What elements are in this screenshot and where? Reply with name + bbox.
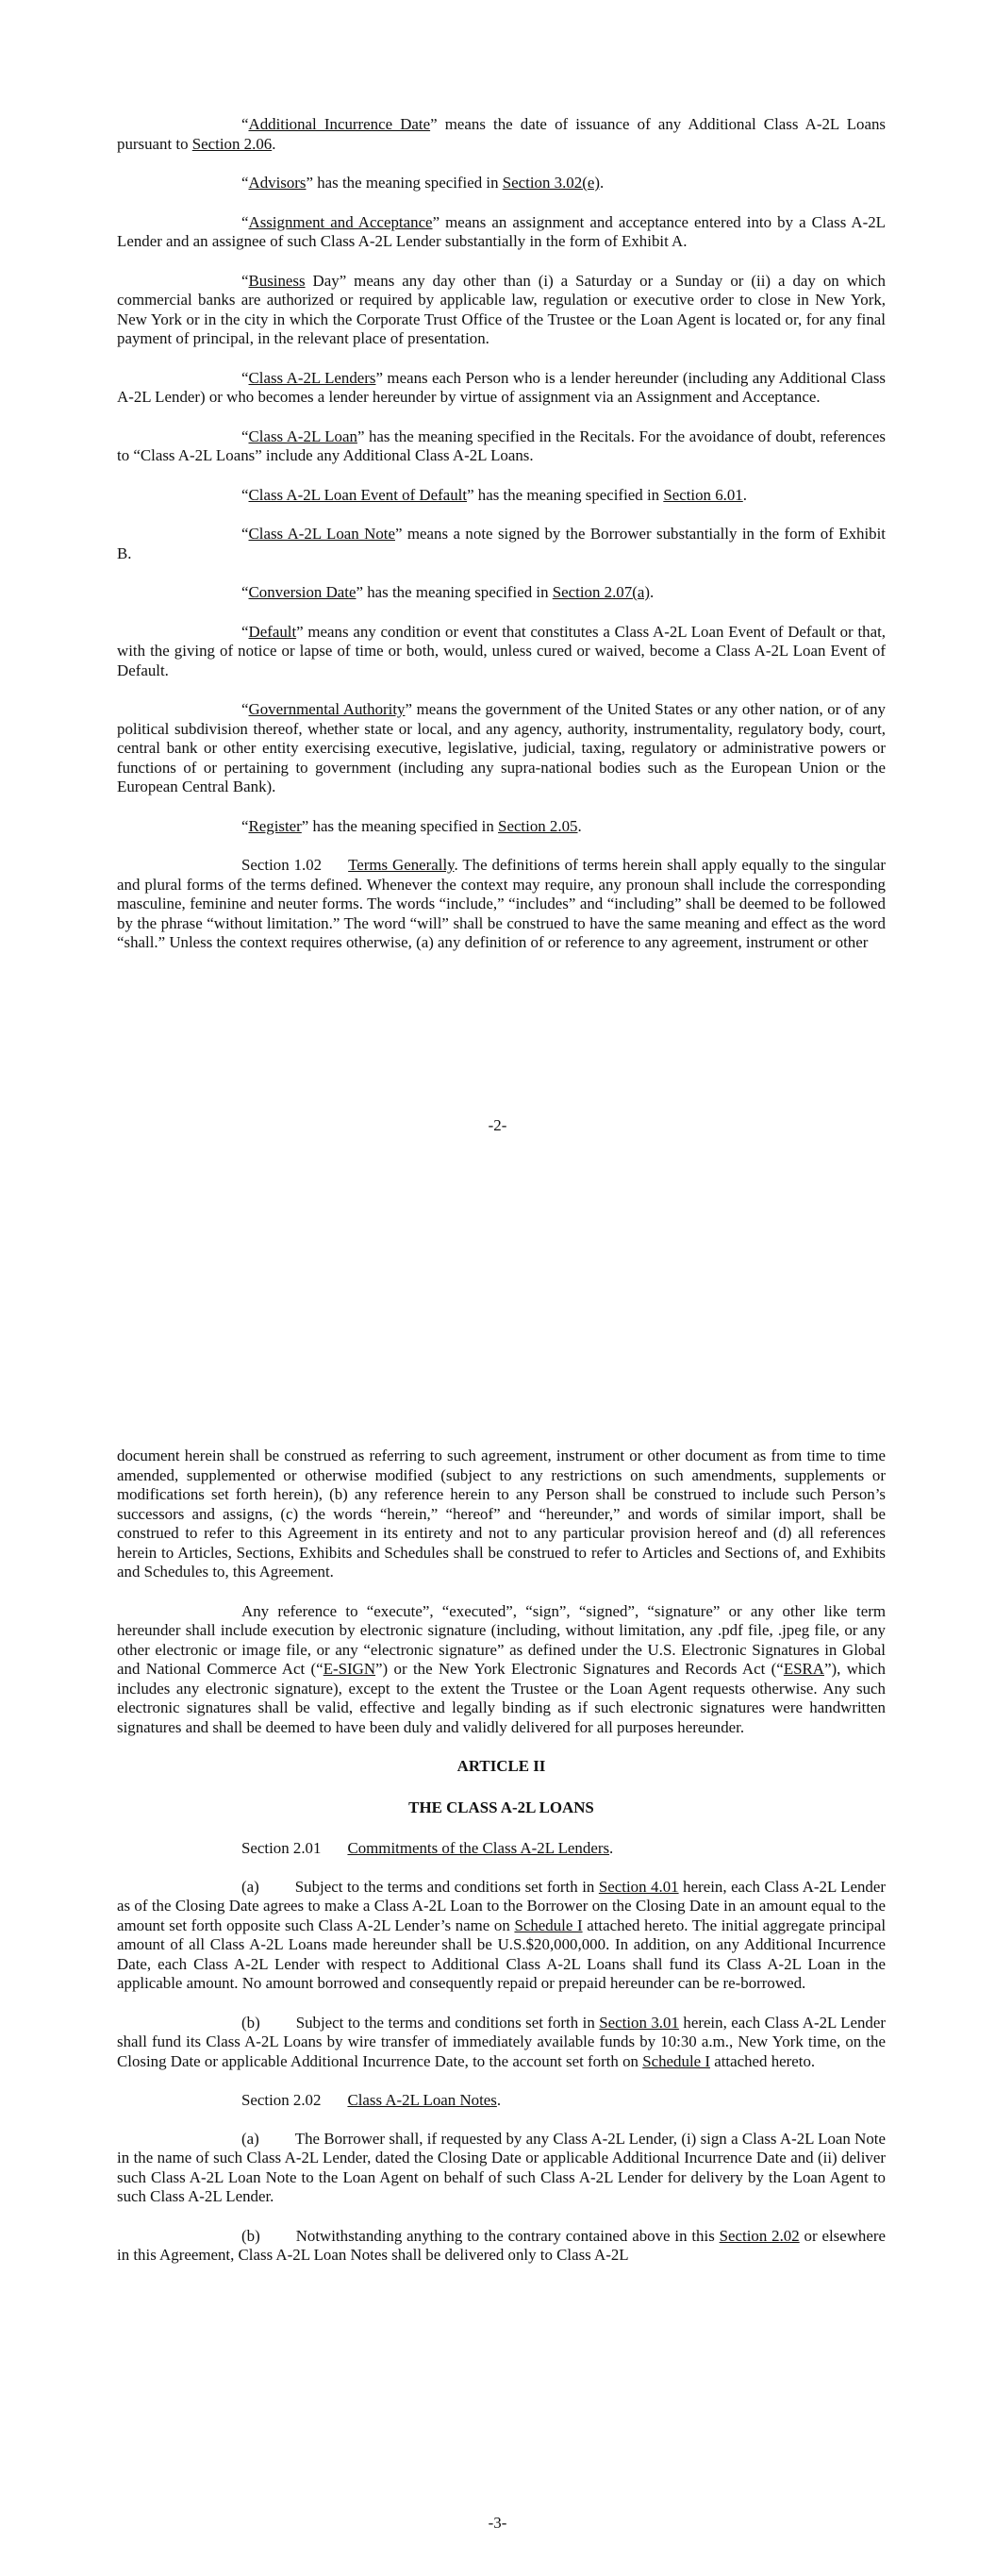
clause-label: (a) (241, 2129, 259, 2148)
quote: “ (241, 583, 249, 601)
clause-text: Subject to the terms and conditions set forth in (294, 1877, 599, 1896)
definition-class-a-2l-loan-note (117, 525, 886, 563)
clause-text: or elsewhere in this Agreement, Class A-2L Loan Notes shall be delivered only to Class A-2L (117, 2226, 886, 2264)
defined-term: ESRA (783, 1660, 824, 1678)
section-number: Section 2.01 (241, 1839, 322, 1857)
punctuation: . (742, 485, 747, 504)
clause-text: herein, each Class A-2L Lender shall fund its Class A-2L Loans by wire transfer of immediately available funds by 10:30 a.m., New York time, on the Closing Date or applicable Additional Incurrence Date, to the account set forth on (117, 2013, 886, 2070)
section-2-02-a (117, 2130, 886, 2207)
section-2-02-heading (117, 2091, 886, 2111)
definition-loan-event-of-default (117, 486, 886, 506)
defined-term: Class A-2L Loan Note (248, 525, 395, 543)
defined-term: Conversion Date (248, 583, 357, 601)
definition-conversion-date (117, 583, 886, 603)
article-title: THE CLASS A-2L LOANS (408, 1798, 594, 1816)
defined-term: Governmental Authority (248, 700, 406, 718)
punctuation: . (599, 174, 605, 192)
quote: “ (241, 622, 249, 641)
section-reference: Section 3.02(e) (502, 174, 600, 192)
section-1-02-terms-generally (117, 856, 886, 953)
quote: “ (241, 115, 249, 133)
page-number: -2- (488, 1116, 507, 1134)
defined-term: Additional Incurrence Date (248, 115, 431, 133)
section-title: Commitments of the Class A-2L Lenders (347, 1839, 610, 1857)
defined-term: Business (248, 271, 306, 290)
paragraph-text: ”) or the New York Electronic Signatures and Records Act (“ (375, 1660, 784, 1678)
defined-term: Assignment and Acceptance (248, 212, 433, 231)
quote: “ (241, 368, 249, 387)
quote: “ (241, 525, 249, 543)
definition-assignment-and-acceptance (117, 213, 886, 252)
page-number: -3- (488, 2514, 507, 2532)
definition-additional-incurrence-date (117, 115, 886, 154)
definition-advisors (117, 174, 886, 193)
punctuation: . (577, 816, 582, 835)
section-reference: Section 2.02 (719, 2226, 800, 2245)
definition-business-day (117, 272, 886, 349)
section-2-02-b (117, 2227, 886, 2266)
definition-text: ” has the meaning specified in (467, 485, 664, 504)
definition-text: ” means the government of the United States or any other nation, or of any political subdivision thereof, whether state or local, and any agency, authority, instrumentality, regulatory body, court, central bank or other entity exercising executive, legislative, judicial, taxing, regulatory or administrative powers or functions of or pertaining to government (including any supra-national bodies such as the European Union or the European Central Bank). (117, 700, 886, 795)
quote: “ (241, 700, 249, 718)
punctuation: . (649, 583, 655, 601)
clause-text: herein, each Class A-2L Lender as of the Closing Date agrees to make a Class A-2L Loan to the Borrower on the Closing Date in an amount equal to the amount set forth opposite such Class A-2L Lender’s name on (117, 1877, 887, 1934)
section-2-01-b (117, 2014, 886, 2072)
section-number: Section 1.02 (241, 856, 323, 874)
definition-register (117, 817, 886, 837)
article-heading: ARTICLE II (456, 1757, 546, 1775)
clause-text: The Borrower shall, if requested by any Class A-2L Lender, (i) sign a Class A-2L Loan Note in the name of such Class A-2L Lender, dated the Closing Date or applicable Additional Incurrence Date and (ii) deliver such Class A-2L Loan Note to the Loan Agent on behalf of such Class A-2L Lender for delivery by the Loan Agent to such Class A-2L Lender. (117, 2129, 886, 2205)
paragraph-text: Any reference to “execute”, “executed”, “sign”, “signed”, “signature” or any other like term hereunder shall include execution by electronic signature (including, without limitation, any .pdf file, .jpeg file, or any other electronic or image file, or any “electronic signature” as defined under the U.S. Electronic Signatures in Global and National Commerce Act (“ (117, 1601, 886, 1678)
section-reference: Section 2.06 (191, 134, 273, 153)
section-number: Section 2.02 (241, 2091, 322, 2109)
definition-governmental-authority (117, 700, 886, 797)
definition-text: ” means an assignment and acceptance entered into by a Class A-2L Lender and an assignee of such Class A-2L Lender substantially in the form of Exhibit A. (117, 212, 886, 250)
defined-term-plain: Day (305, 271, 340, 290)
defined-term: Register (248, 816, 302, 835)
section-reference: Section 2.05 (498, 816, 578, 835)
quote: “ (241, 427, 249, 445)
document-page-2 (117, 115, 886, 953)
clause-text: Subject to the terms and conditions set forth in (295, 2013, 600, 2032)
definition-class-a-2l-lenders (117, 369, 886, 408)
definition-text: ” has the meaning specified in (301, 816, 499, 835)
section-2-01-heading (117, 1839, 886, 1859)
section-title: Terms Generally (348, 856, 455, 874)
definition-default (117, 623, 886, 681)
quote: “ (241, 174, 249, 192)
defined-term: E-SIGN (323, 1660, 376, 1678)
defined-term: Default (248, 622, 297, 641)
section-text: . The definitions of terms herein shall apply equally to the singular and plural forms of the terms defined. Whenever the context may require, any pronoun shall include the corresponding masculine, feminine and neuter forms. The words “include,” “includes” and “including” shall be deemed to be followed by the phrase “without limitation.” The word “will” shall be construed to have the same meaning and effect as the word “shall.” Unless the context requires otherwise, (a) any definition of or reference to any agreement, instrument or other (117, 856, 887, 951)
punctuation: . (496, 2091, 502, 2109)
section-reference: Section 3.01 (599, 2013, 679, 2032)
definition-text: ” means a note signed by the Borrower substantially in the form of Exhibit B. (117, 525, 887, 562)
defined-term: Class A-2L Loan Event of Default (248, 485, 468, 504)
quote: “ (241, 212, 249, 231)
section-reference: Section 6.01 (663, 485, 743, 504)
document-page-3 (117, 1447, 886, 2266)
quote: “ (241, 485, 249, 504)
electronic-signature-paragraph (117, 1602, 886, 1738)
clause-label: (a) (241, 1877, 259, 1896)
punctuation: . (609, 1839, 614, 1857)
definition-class-a-2l-loan (117, 427, 886, 466)
clause-label: (b) (241, 2226, 260, 2245)
definition-text: ” has the meaning specified in (356, 583, 553, 601)
paragraph-text: ”), which includes any electronic signature), except to the extent the Trustee or the Loan Agent requests otherwise. Any such electronic signatures shall be valid, effective and legally binding as if such electronic signatures were handwritten signatures and shall be deemed to have been duly and validly delivered for all purposes hereunder. (117, 1660, 886, 1736)
clause-text: Notwithstanding anything to the contrary contained above in this (295, 2226, 720, 2245)
clause-text: attached hereto. (709, 2051, 816, 2070)
clause-text: attached hereto. The initial aggregate principal amount of all Class A-2L Loans made hereunder shall be U.S.$20,000,000. In addition, on any Additional Incurrence Date, each Class A-2L Lender with respect to Additional Class A-2L Loans shall fund its Class A-2L Loan in the applicable amount. No amount borrowed and consequently repaid or prepaid hereunder can be re-borrowed. (117, 1915, 887, 1992)
definition-text: ” means each Person who is a lender hereunder (including any Additional Class A-2L Lender) or who becomes a lender hereunder by virtue of assignment via an Assignment and Acceptance. (117, 368, 886, 406)
section-reference: Section 4.01 (598, 1877, 679, 1896)
definition-text: ” has the meaning specified in the Recitals. For the avoidance of doubt, references to “Class A-2L Loans” include any Additional Class A-2L Loans. (117, 427, 886, 464)
definition-text: ” means any day other than (i) a Saturday or a Sunday or (ii) a day on which commercial banks are authorized or required by applicable law, regulation or executive order to close in New York, New York or in the city in which the Corporate Trust Office of the Trustee or the Loan Agent is located or, for any final payment of principal, in the relevant place of presentation. (117, 271, 886, 347)
quote: “ (241, 271, 249, 290)
definition-text: ” means any condition or event that constitutes a Class A-2L Loan Event of Default or that, with the giving of notice or lapse of time or both, would, unless cured or waived, become a Class A-2L Loan Event of Default. (117, 622, 886, 679)
definition-text: ” has the meaning specified in (306, 174, 503, 192)
clause-label: (b) (241, 2013, 260, 2032)
schedule-reference: Schedule I (642, 2051, 710, 2070)
defined-term: Class A-2L Lenders (248, 368, 376, 387)
definition-text: ” means the date of issuance of any Additional Class A-2L Loans pursuant to (117, 115, 886, 153)
section-reference: Section 2.07(a) (552, 583, 650, 601)
defined-term: Class A-2L Loan (248, 427, 357, 445)
quote: “ (241, 816, 249, 835)
terms-generally-continued: document herein shall be construed as referring to such agreement, instrument or other document as from time to time amended, supplemented or otherwise modified (subject to any restrictions on such amendments, supplements or modifications set forth herein), (b) any reference herein to any Person shall be construed to include such Person’s successors and assigns, (c) the words “herein,” “hereof” and “hereunder,” and words of similar import, shall be construed to refer to this Agreement in its entirety and not to any particular provision hereof and (d) all references herein to Articles, Sections, Exhibits and Schedules shall be construed to refer to Articles and Sections of, and Exhibits and Schedules to, this Agreement. (117, 1447, 886, 1581)
schedule-reference: Schedule I (514, 1915, 583, 1934)
punctuation: . (272, 134, 276, 153)
defined-term: Advisors (248, 174, 307, 192)
section-title: Class A-2L Loan Notes (347, 2091, 497, 2109)
section-2-01-a (117, 1878, 886, 1994)
